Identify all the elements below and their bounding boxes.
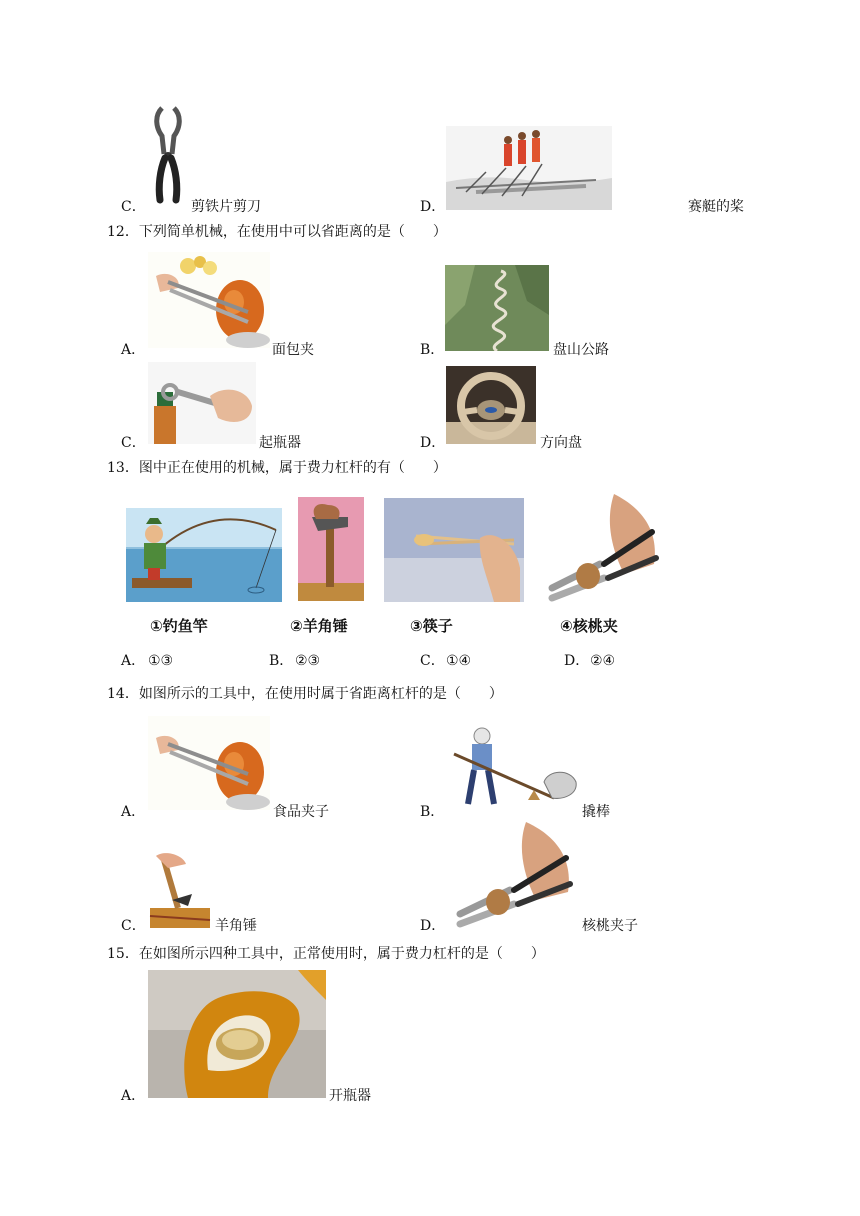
q13-option-b-value: ②③: [295, 653, 321, 669]
food-tongs-icon: [148, 716, 270, 810]
q14-option-a-label: 食品夹子: [273, 804, 329, 820]
q13-figure-2-caption: ②羊角锤: [290, 617, 348, 635]
chopsticks-icon: [384, 498, 524, 602]
q13-figure-3-caption: ③筷子: [410, 617, 453, 635]
q15-option-a-label: 开瓶器: [329, 1088, 371, 1104]
claw-hammer-icon: [298, 497, 364, 601]
q11-option-d-label: 赛艇的桨: [688, 199, 744, 215]
q14-option-c-label: 羊角锤: [215, 918, 257, 934]
q11-option-c-label: 剪铁片剪刀: [191, 199, 261, 215]
q11-option-c-letter[interactable]: C．: [121, 199, 146, 215]
rowing-boat-icon: [446, 126, 612, 210]
q13-option-d-value: ②④: [590, 653, 616, 669]
bottle-opener-icon: [148, 362, 256, 444]
q13-figure-4-caption: ④核桃夹: [560, 617, 618, 635]
q12-stem: 12．下列简单机械，在使用中可以省距离的是（ ）: [107, 224, 447, 240]
steering-wheel-icon: [446, 366, 536, 444]
fishing-rod-icon: [126, 508, 282, 602]
q14-stem: 14．如图所示的工具中，在使用时属于省距离杠杆的是（ ）: [107, 686, 503, 702]
nutcracker-icon: [452, 822, 576, 928]
q14-option-d-letter[interactable]: D．: [420, 918, 446, 934]
q13-stem: 13．图中正在使用的机械，属于费力杠杆的有（ ）: [107, 460, 447, 476]
q14-option-b-letter[interactable]: B．: [420, 804, 445, 820]
mountain-road-icon: [445, 265, 549, 351]
q13-option-b-letter[interactable]: B．: [269, 653, 294, 669]
q13-option-a-letter[interactable]: A．: [121, 653, 146, 669]
q13-option-c-letter[interactable]: C．: [420, 653, 445, 669]
q14-option-d-label: 核桃夹子: [582, 918, 638, 934]
q11-option-d-letter[interactable]: D．: [420, 199, 446, 215]
q13-option-d-letter[interactable]: D．: [564, 653, 590, 669]
q12-option-a-label: 面包夹: [272, 342, 314, 358]
q12-option-c-letter[interactable]: C．: [121, 435, 146, 451]
crowbar-icon: [444, 724, 580, 812]
q12-option-b-letter[interactable]: B．: [420, 342, 445, 358]
q14-option-b-label: 撬棒: [582, 804, 610, 820]
claw-hammer-icon: [148, 850, 212, 930]
q12-option-d-letter[interactable]: D．: [420, 435, 446, 451]
q15-option-a-letter[interactable]: A．: [121, 1088, 146, 1104]
q12-option-c-label: 起瓶器: [259, 435, 301, 451]
q12-option-b-label: 盘山公路: [553, 342, 609, 358]
tin-snips-icon: [148, 106, 188, 204]
q15-stem: 15．在如图所示四种工具中，正常使用时，属于费力杠杆的是（ ）: [107, 946, 545, 962]
q13-figure-1-caption: ①钓鱼竿: [150, 617, 208, 635]
bread-tongs-icon: [148, 252, 270, 348]
q13-option-c-value: ①④: [446, 653, 472, 669]
q12-option-d-label: 方向盘: [540, 435, 582, 451]
q14-option-a-letter[interactable]: A．: [121, 804, 146, 820]
q14-option-c-letter[interactable]: C．: [121, 918, 146, 934]
q12-option-a-letter[interactable]: A．: [121, 342, 146, 358]
nutcracker-icon: [544, 494, 662, 602]
q13-option-a-value: ①③: [148, 653, 174, 669]
bottle-opener-icon: [148, 970, 326, 1098]
